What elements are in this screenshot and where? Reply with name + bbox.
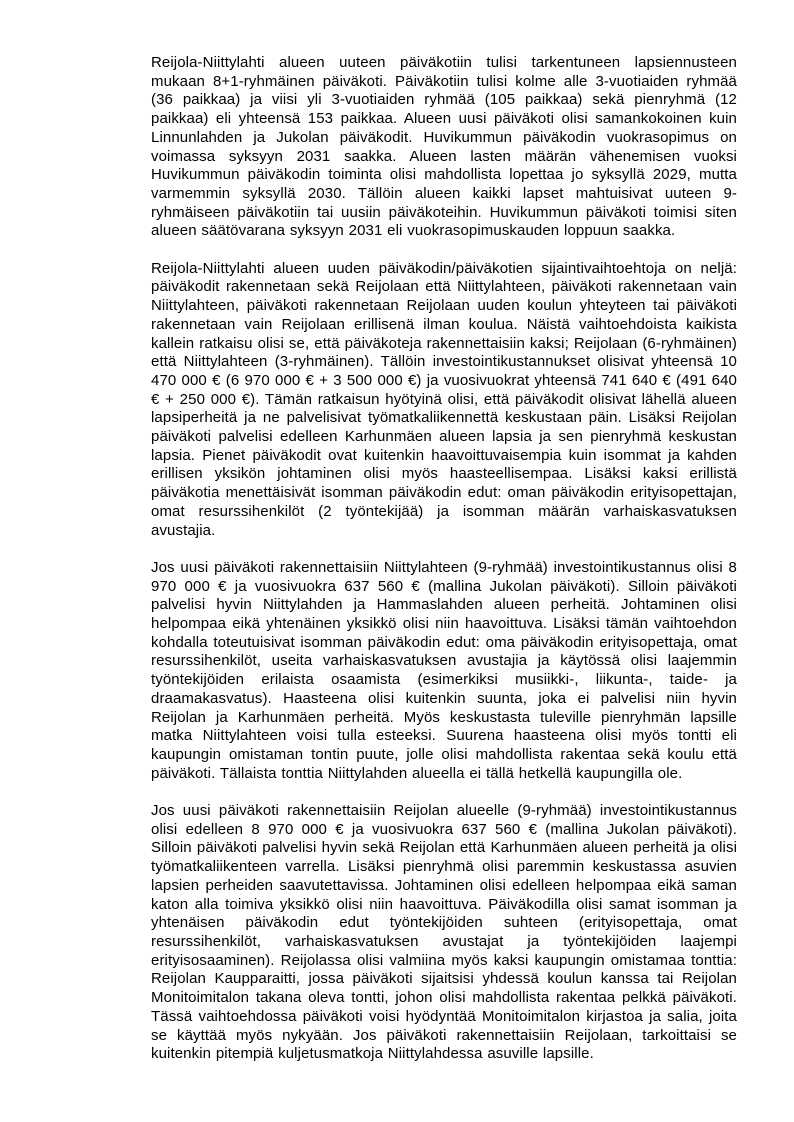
paragraph-reijola-option: Jos uusi päiväkoti rakennettaisiin Reijolan alueelle (9-ryhmää) investointikustannus olisi edelleen 8 970 000 € ja vuosivuokra 637 560 € (mallina Jukolan päiväkoti). Silloin päiväkoti palvelisi hyvin sekä Reijolan että Karhunmäen alueen perheitä ja olisi työmatkaliikenteen varrella. Lisäksi pienryhmä olisi paremmin keskustassa asuvien lapsien perheiden saavutettavissa. Johtaminen olisi edelleen helpompaa eikä saman katon alla toimiva yksikkö olisi niin haavoittuva. Päiväkodilla olisi samat isomman ja yhtenäisen päiväkodin edut työntekijöiden suhteen (erityisopettaja, omat resurssihenkilöt, varhaiskasvatuksen avustajat ja työntekijöiden laajempi erityisosaaminen). Reijolassa olisi valmiina myös kaksi kaupungin omistamaa tonttia: Reijolan Kaupparaitti, jossa päiväkoti sijaitsisi yhdessä koulun kanssa tai Reijolan Monitoimitalon takana oleva tontti, johon olisi mahdollista rakentaa pelkkä päiväkoti. Tässä vaihtoehdossa päiväkoti voisi hyödyntää Monitoimitalon kirjastoa ja salia, joita se käyttää myös nykyään. Jos päiväkoti rakennettaisiin Reijolaan, tarkoittaisi se kuitenkin pitempiä kuljetusmatkoja Niittylahdessa asuville lapsille. [151,802,737,1063]
paragraph-daycare-size-plan: Reijola-Niittylahti alueen uuteen päiväkotiin tulisi tarkentuneen lapsiennusteen mukaan 8+1-ryhmäinen päiväkoti. Päiväkotiin tulisi kolme alle 3-vuotiaiden ryhmää (36 paikkaa) ja viisi yli 3-vuotiaiden ryhmää (105 paikkaa) sekä pienryhmä (12 paikkaa) eli yhteensä 153 paikkaa. Alueen uusi päiväkoti olisi samankokoinen kuin Linnunlahden ja Jukolan päiväkodit. Huvikummun päiväkodin vuokrasopimus on voimassa syksyyn 2031 saakka. Alueen lasten määrän vähenemisen vuoksi Huvikummun päiväkodin toiminta olisi mahdollista lopettaa jo syksyllä 2029, mutta varmemmin syksyllä 2030. Tällöin alueen kaikki lapset mahtuisivat uuteen 9-ryhmäiseen päiväkotiin tai uusiin päiväkoteihin. Huvikummun päiväkoti toimisi siten alueen säätövarana syksyyn 2031 eli vuokrasopimuskauden loppuun saakka. [151,54,737,240]
paragraph-location-options: Reijola-Niittylahti alueen uuden päiväkodin/päiväkotien sijaintivaihtoehtoja on neljä: päiväkodit rakennetaan sekä Reijolaan että Niittylahteen, päiväkoti rakennetaan vain Niittylahteen, päiväkoti rakennetaan Reijolaan uuden koulun yhteyteen tai päiväkoti rakennetaan vain Reijolaan erillisenä ilman koulua. Näistä vaihtoehdoista kaikista kallein ratkaisu olisi se, että päiväkoteja rakennettaisiin kaksi; Reijolaan (6-ryhmäinen) että Niittylahteen (3-ryhmäinen). Tällöin investointikustannukset olisivat yhteensä 10 470 000 € (6 970 000 € + 3 500 000 €) ja vuosivuokrat yhteensä 741 640 € (491 640 € + 250 000 €). Tämän ratkaisun hyötyinä olisi, että päiväkodit olisivat lähellä alueen lapsiperheitä ja ne palvelisivat työmatkaliikennettä keskustaan päin. Lisäksi Reijolan päiväkoti palvelisi edelleen Karhunmäen alueen lapsia ja sen pienryhmä keskustan lapsia. Pienet päiväkodit ovat kuitenkin haavoittuvaisempia kuin isommat ja kahden erillisen yksikön johtaminen olisi myös haasteellisempaa. Lisäksi kaksi erillistä päiväkotia menettäisivät isomman päiväkodin edut: oman päiväkodin erityisopettajan, omat resurssihenkilöt (2 työntekijää) ja isomman määrän varhaiskasvatuksen avustajia. [151,259,737,539]
paragraph-niittylahti-option: Jos uusi päiväkoti rakennettaisiin Niittylahteen (9-ryhmää) investointikustannus olisi 8 970 000 € ja vuosivuokra 637 560 € (mallina Jukolan päiväkoti). Silloin päiväkoti palvelisi hyvin Niittylahden ja Hammaslahden alueen perheitä. Johtaminen olisi helpompaa eikä yhtenäinen yksikkö olisi niin haavoittuva. Lisäksi tämän vaihtoehdon kohdalla toteutuisivat isomman päiväkodin edut: oma päiväkodin erityisopettaja, omat resurssihenkilöt, useita varhaiskasvatuksen avustajia ja käytössä olisi laajemmin työntekijöiden erilaista osaamista (esimerkiksi musiikki-, liikunta-, taide- ja draamakasvatus). Haasteena olisi kuitenkin suunta, joka ei palvelisi niin hyvin Reijolan ja Karhunmäen perheitä. Myös keskustasta tuleville pienryhmän lapsille matka Niittylahteen voisi tulla esteeksi. Suurena haasteena olisi myös tontti eli kaupungin omistaman tontin puute, jolle olisi mahdollista rakentaa sekä koulu että päiväkoti. Tällaista tonttia Niittylahden alueella ei tällä hetkellä kaupungilla ole. [151,558,737,782]
